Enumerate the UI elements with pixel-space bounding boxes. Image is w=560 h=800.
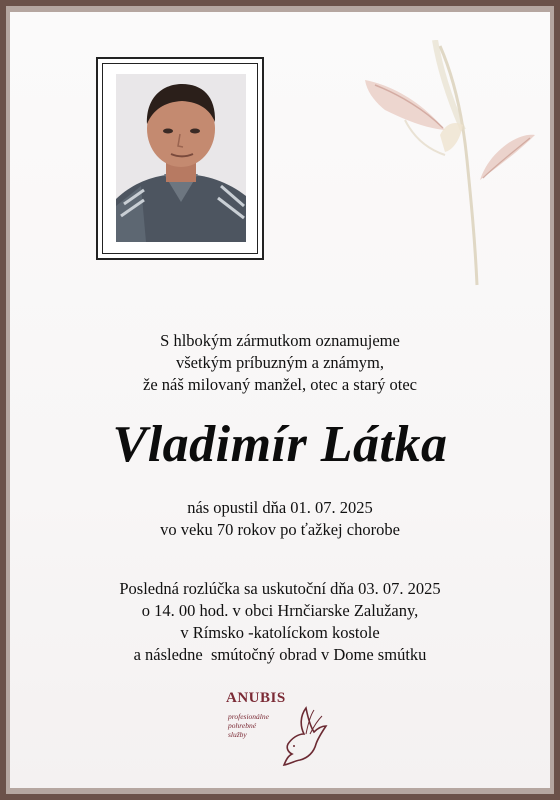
death-line: nás opustil dňa 01. 07. 2025 — [187, 498, 373, 517]
funeral-line: o 14. 00 hod. v obci Hrnčiarske Zalužany, — [141, 601, 419, 620]
death-text — [0, 497, 560, 541]
dove-icon — [270, 704, 330, 766]
funeral-line: a následne smútočný obrad v Dome smútku — [133, 645, 427, 664]
funeral-line: Posledná rozlúčka sa uskutoční dňa 03. 07. 2025 — [119, 579, 441, 598]
intro-line: všetkým príbuzným a známym, — [175, 353, 385, 372]
logo-title: ANUBIS — [226, 690, 286, 706]
lily-flower-decoration — [345, 40, 555, 290]
logo-subtitle-line: služby — [228, 730, 247, 739]
logo-subtitle-line: profesionálne — [228, 712, 269, 721]
death-line: vo veku 70 rokov po ťažkej chorobe — [160, 520, 400, 539]
portrait-frame — [96, 57, 264, 260]
logo-subtitle — [228, 712, 269, 739]
deceased-name: Vladimír Látka — [112, 416, 448, 473]
funeral-text — [0, 578, 560, 666]
intro-line: S hlbokým zármutkom oznamujeme — [160, 331, 400, 350]
logo-subtitle-line: pohrebné — [228, 721, 257, 730]
intro-text — [0, 330, 560, 396]
intro-line: že náš milovaný manžel, otec a starý otec — [143, 375, 417, 394]
portrait-photo — [116, 74, 246, 242]
funeral-line: v Rímsko -katolíckom kostole — [180, 623, 380, 642]
funeral-service-logo — [222, 690, 332, 768]
